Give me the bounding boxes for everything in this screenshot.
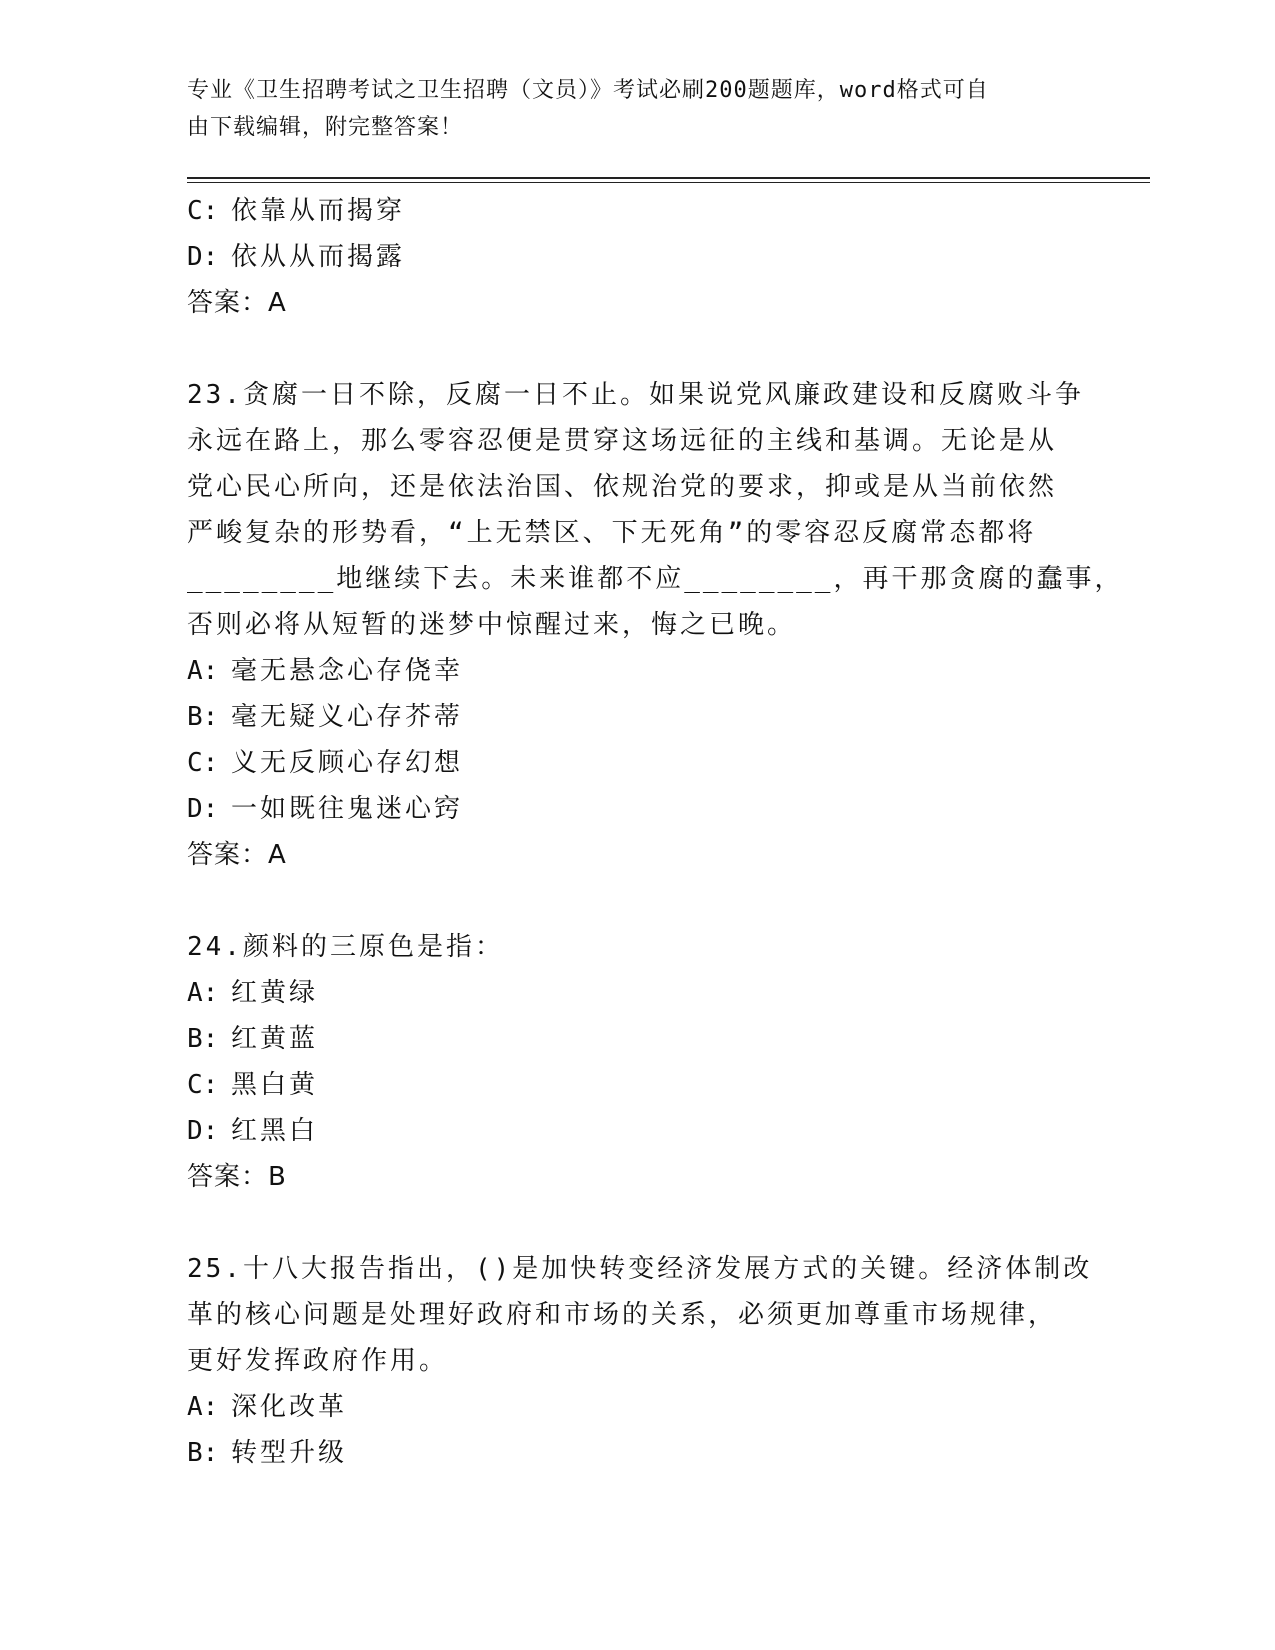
stem-line: 否则必将从短暂的迷梦中惊醒过来，悔之已晚。	[187, 610, 797, 640]
stem-line: ________地继续下去。未来谁都不应________，再干那贪腐的蠢事，	[187, 564, 1124, 594]
spacer	[187, 1200, 1087, 1246]
question-stem	[187, 1246, 1093, 1384]
stem-line: 24.颜料的三原色是指：	[187, 932, 504, 962]
document-header	[187, 72, 1067, 146]
option-c: C: 义无反顾心存幻想	[187, 748, 464, 778]
stem-line: 严峻复杂的形势看，“上无禁区、下无死角”的零容忍反腐常态都将	[187, 518, 1037, 548]
question-23	[187, 372, 1124, 878]
option-b: B: 转型升级	[187, 1438, 348, 1468]
header-line-1: 专业《卫生招聘考试之卫生招聘（文员）》考试必刷200题题库，word格式可自	[187, 78, 989, 103]
option-d: D: 依从从而揭露	[187, 242, 406, 272]
option-a: A: 毫无悬念心存侥幸	[187, 656, 464, 686]
stem-line: 党心民心所向，还是依法治国、依规治党的要求，抑或是从当前依然	[187, 472, 1058, 502]
question-22-tail	[187, 188, 1087, 326]
stem-line: 更好发挥政府作用。	[187, 1346, 449, 1376]
stem-line: 23.贪腐一日不除，反腐一日不止。如果说党风廉政建设和反腐败斗争	[187, 380, 1084, 410]
answer-line: 答案：B	[187, 1162, 287, 1192]
option-a: A: 红黄绿	[187, 978, 319, 1008]
header-divider	[187, 177, 1150, 179]
question-stem	[187, 924, 1087, 970]
answer-line: 答案：A	[187, 288, 287, 318]
header-line-2: 由下载编辑，附完整答案！	[187, 115, 464, 140]
spacer	[187, 326, 1087, 372]
option-b: B: 红黄蓝	[187, 1024, 319, 1054]
spacer	[187, 878, 1087, 924]
option-b: B: 毫无疑义心存芥蒂	[187, 702, 464, 732]
option-c: C: 依靠从而揭穿	[187, 196, 406, 226]
option-d: D: 一如既往鬼迷心窍	[187, 794, 464, 824]
option-c: C: 黑白黄	[187, 1070, 319, 1100]
document-body	[187, 188, 1124, 1476]
stem-line: 25.十八大报告指出，()是加快转变经济发展方式的关键。经济体制改	[187, 1254, 1093, 1284]
answer-line: 答案：A	[187, 840, 287, 870]
question-25	[187, 1246, 1093, 1476]
stem-line: 革的核心问题是处理好政府和市场的关系，必须更加尊重市场规律，	[187, 1300, 1058, 1330]
question-24	[187, 924, 1087, 1200]
option-a: A: 深化改革	[187, 1392, 348, 1422]
option-d: D: 红黑白	[187, 1116, 319, 1146]
stem-line: 永远在路上，那么零容忍便是贯穿这场远征的主线和基调。无论是从	[187, 426, 1058, 456]
question-stem	[187, 372, 1124, 648]
